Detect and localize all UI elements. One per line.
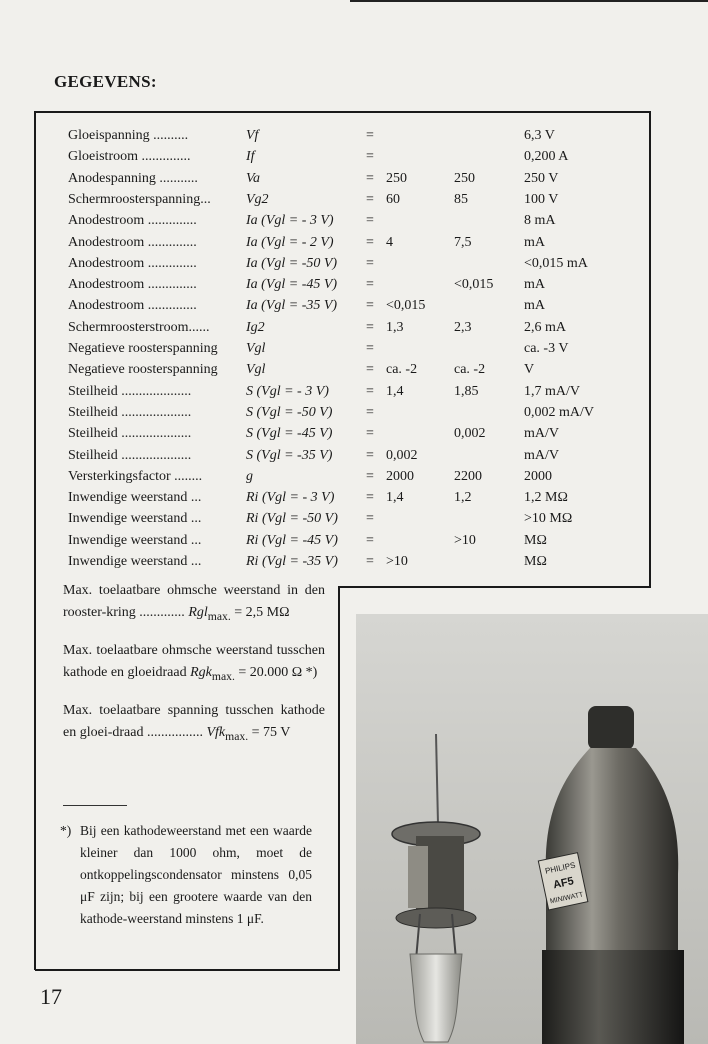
row-symbol: Ri (Vgl = -35 V) xyxy=(246,554,338,569)
row-value-col1: 4 xyxy=(386,234,393,250)
max-ratings xyxy=(63,580,325,759)
table-row xyxy=(0,360,708,380)
note-value: = 20.000 Ω *) xyxy=(238,664,318,680)
note-text: Max. toelaatbare ohmsche weerstand tusschen kathode en gloeidraad xyxy=(63,642,325,680)
table-row xyxy=(0,339,708,359)
row-symbol: Vf xyxy=(246,128,259,143)
page-heading: GEGEVENS: xyxy=(54,72,157,91)
note-subscript: max. xyxy=(225,729,249,743)
row-value-col1: 1,3 xyxy=(386,319,404,335)
row-value-col3: 2,6 mA xyxy=(524,319,566,335)
row-symbol: Ig2 xyxy=(246,319,265,335)
row-label: Inwendige weerstand ... xyxy=(68,554,202,569)
row-value-col1: >10 xyxy=(386,554,408,569)
footnote-text: Bij een kathodeweerstand met een waarde kleiner dan 1000 ohm, moet de ontkoppelingscondensator minstens 0,05 μF zijn; bij een grootere waarde van den kathode-weerstand minstens 1 μF. xyxy=(80,823,312,926)
table-row xyxy=(0,446,708,466)
row-value-col3: 250 V xyxy=(524,170,559,186)
row-value-col1: 250 xyxy=(386,170,407,186)
row-equals: = xyxy=(366,404,374,420)
row-equals: = xyxy=(366,298,374,314)
row-value-col3: mA xyxy=(524,298,545,314)
table-row xyxy=(0,211,708,231)
note-subscript: max. xyxy=(207,609,231,623)
row-label: Negatieve roosterspanning xyxy=(68,362,218,378)
row-value-col1: 1,4 xyxy=(386,490,404,506)
row-value-col2: 0,002 xyxy=(454,426,486,442)
row-label: Steilheid .................... xyxy=(68,426,192,442)
row-label: Inwendige weerstand ... xyxy=(68,490,202,506)
table-row xyxy=(0,488,708,508)
table-row xyxy=(0,169,708,189)
note-value: = 2,5 MΩ xyxy=(234,605,290,620)
row-value-col1: <0,015 xyxy=(386,298,426,314)
row-value-col3: <0,015 mA xyxy=(524,255,588,271)
row-equals: = xyxy=(366,319,374,335)
row-equals: = xyxy=(366,490,374,506)
row-equals: = xyxy=(366,426,374,442)
row-label: Gloeistroom .............. xyxy=(68,149,191,165)
row-label: Steilheid .................... xyxy=(68,383,192,399)
row-equals: = xyxy=(366,149,374,165)
row-symbol: Ri (Vgl = -45 V) xyxy=(246,532,338,548)
row-value-col1: ca. -2 xyxy=(386,362,418,378)
row-label: Anodestroom .............. xyxy=(68,277,197,293)
table-row xyxy=(0,467,708,487)
row-value-col3: V xyxy=(524,362,535,378)
note-symbol: Rgk xyxy=(190,664,212,680)
max-rating-cathode-heater-voltage xyxy=(63,700,325,748)
row-label: Gloeispanning .......... xyxy=(68,128,189,143)
row-value-col3: MΩ xyxy=(524,532,547,548)
row-equals: = xyxy=(366,468,374,484)
row-equals: = xyxy=(366,554,374,569)
table-row xyxy=(0,509,708,529)
row-value-col1: 0,002 xyxy=(386,447,418,463)
max-rating-cathode-heater-resistance xyxy=(63,640,325,688)
row-value-col1: 1,4 xyxy=(386,383,404,399)
row-value-col3: 8 mA xyxy=(524,213,556,229)
row-value-col3: 0,002 mA/V xyxy=(524,404,594,420)
table-row xyxy=(0,531,708,551)
table-row xyxy=(0,254,708,274)
table-row xyxy=(0,318,708,338)
row-value-col2: 250 xyxy=(454,170,475,186)
row-value-col3: 1,7 mA/V xyxy=(524,383,580,399)
row-equals: = xyxy=(366,213,374,229)
row-symbol: Vgl xyxy=(246,362,266,378)
row-symbol: S (Vgl = -50 V) xyxy=(246,404,333,420)
tube-photograph xyxy=(356,614,708,1044)
row-symbol: Va xyxy=(246,170,260,186)
row-value-col3: 0,200 A xyxy=(524,149,569,165)
row-value-col1: 60 xyxy=(386,191,400,207)
row-label: Anodespanning ........... xyxy=(68,170,198,186)
row-value-col3: 6,3 V xyxy=(524,128,555,143)
page-number: 17 xyxy=(40,984,62,1009)
row-symbol: Ia (Vgl = -45 V) xyxy=(246,277,338,293)
table-row xyxy=(0,126,708,146)
table-row xyxy=(0,552,708,572)
row-value-col2: >10 xyxy=(454,532,476,548)
row-value-col2: <0,015 xyxy=(454,277,494,293)
note-symbol: Rgl xyxy=(188,605,208,620)
row-symbol: Ia (Vgl = -35 V) xyxy=(246,298,338,314)
row-equals: = xyxy=(366,362,374,378)
row-value-col2: 7,5 xyxy=(454,234,472,250)
row-symbol: If xyxy=(246,149,255,165)
row-value-col3: 100 V xyxy=(524,191,559,207)
row-value-col3: mA xyxy=(524,234,545,250)
max-rating-grid-resistance xyxy=(63,580,325,628)
row-value-col3: mA/V xyxy=(524,426,559,442)
row-value-col2: 85 xyxy=(454,191,468,207)
footnote-marker: *) xyxy=(60,823,72,838)
table-row xyxy=(0,424,708,444)
tube-label-text: PHILIPS xyxy=(544,860,577,876)
row-label: Anodestroom .............. xyxy=(68,213,197,229)
row-symbol: S (Vgl = - 3 V) xyxy=(246,383,329,399)
row-equals: = xyxy=(366,234,374,250)
row-value-col3: 1,2 MΩ xyxy=(524,490,568,506)
row-value-col2: 2200 xyxy=(454,468,482,484)
row-label: Schermroosterstroom...... xyxy=(68,319,210,335)
row-symbol: g xyxy=(246,468,253,484)
tube-label-text: MINIWATT xyxy=(549,891,584,906)
row-equals: = xyxy=(366,191,374,207)
table-row xyxy=(0,147,708,167)
row-label: Versterkingsfactor ........ xyxy=(68,468,203,484)
row-equals: = xyxy=(366,255,374,271)
row-value-col3: ca. -3 V xyxy=(524,341,569,356)
table-row xyxy=(0,403,708,423)
note-value: = 75 V xyxy=(251,724,291,740)
row-label: Steilheid .................... xyxy=(68,404,192,420)
row-equals: = xyxy=(366,128,374,143)
row-value-col3: 2000 xyxy=(524,468,552,484)
table-row xyxy=(0,275,708,295)
note-text: Max. toelaatbare ohmsche weerstand in den rooster-kring ............. xyxy=(63,583,325,620)
row-value-col2: 1,2 xyxy=(454,490,472,506)
row-equals: = xyxy=(366,447,374,463)
row-value-col1: 2000 xyxy=(386,468,414,484)
row-label: Inwendige weerstand ... xyxy=(68,532,202,548)
row-equals: = xyxy=(366,511,374,527)
row-value-col3: >10 MΩ xyxy=(524,511,573,527)
table-row xyxy=(0,190,708,210)
row-equals: = xyxy=(366,383,374,399)
row-equals: = xyxy=(366,532,374,548)
row-symbol: Ia (Vgl = -50 V) xyxy=(246,255,338,271)
row-symbol: Ia (Vgl = - 3 V) xyxy=(246,213,334,229)
table-row xyxy=(0,382,708,402)
row-label: Negatieve roosterspanning xyxy=(68,341,218,356)
row-equals: = xyxy=(366,341,374,356)
row-symbol: Vg2 xyxy=(246,191,269,207)
row-symbol: S (Vgl = -45 V) xyxy=(246,426,333,442)
row-value-col2: 1,85 xyxy=(454,383,479,399)
row-value-col3: mA xyxy=(524,277,545,293)
note-text: Max. toelaatbare spanning tusschen kathode en gloei-draad ................ xyxy=(63,702,325,740)
row-symbol: Vgl xyxy=(246,341,266,356)
footnote xyxy=(60,820,312,930)
table-row xyxy=(0,233,708,253)
row-equals: = xyxy=(366,170,374,186)
row-value-col3: mA/V xyxy=(524,447,559,463)
row-symbol: Ri (Vgl = -50 V) xyxy=(246,511,338,527)
row-symbol: Ia (Vgl = - 2 V) xyxy=(246,234,334,250)
note-symbol: Vfk xyxy=(206,724,226,740)
row-value-col3: MΩ xyxy=(524,554,547,569)
row-label: Inwendige weerstand ... xyxy=(68,511,202,527)
row-value-col2: ca. -2 xyxy=(454,362,486,378)
row-label: Schermroosterspanning... xyxy=(68,191,211,207)
tube-label-text: AF5 xyxy=(552,875,575,892)
row-symbol: S (Vgl = -35 V) xyxy=(246,447,333,463)
note-subscript: max. xyxy=(211,669,235,683)
row-label: Steilheid .................... xyxy=(68,447,192,463)
row-symbol: Ri (Vgl = - 3 V) xyxy=(246,490,335,506)
row-label: Anodestroom .............. xyxy=(68,234,197,250)
row-label: Anodestroom .............. xyxy=(68,255,197,271)
footnote-separator xyxy=(63,805,127,806)
row-value-col2: 2,3 xyxy=(454,319,472,335)
table-row xyxy=(0,296,708,316)
row-equals: = xyxy=(366,277,374,293)
row-label: Anodestroom .............. xyxy=(68,298,197,314)
